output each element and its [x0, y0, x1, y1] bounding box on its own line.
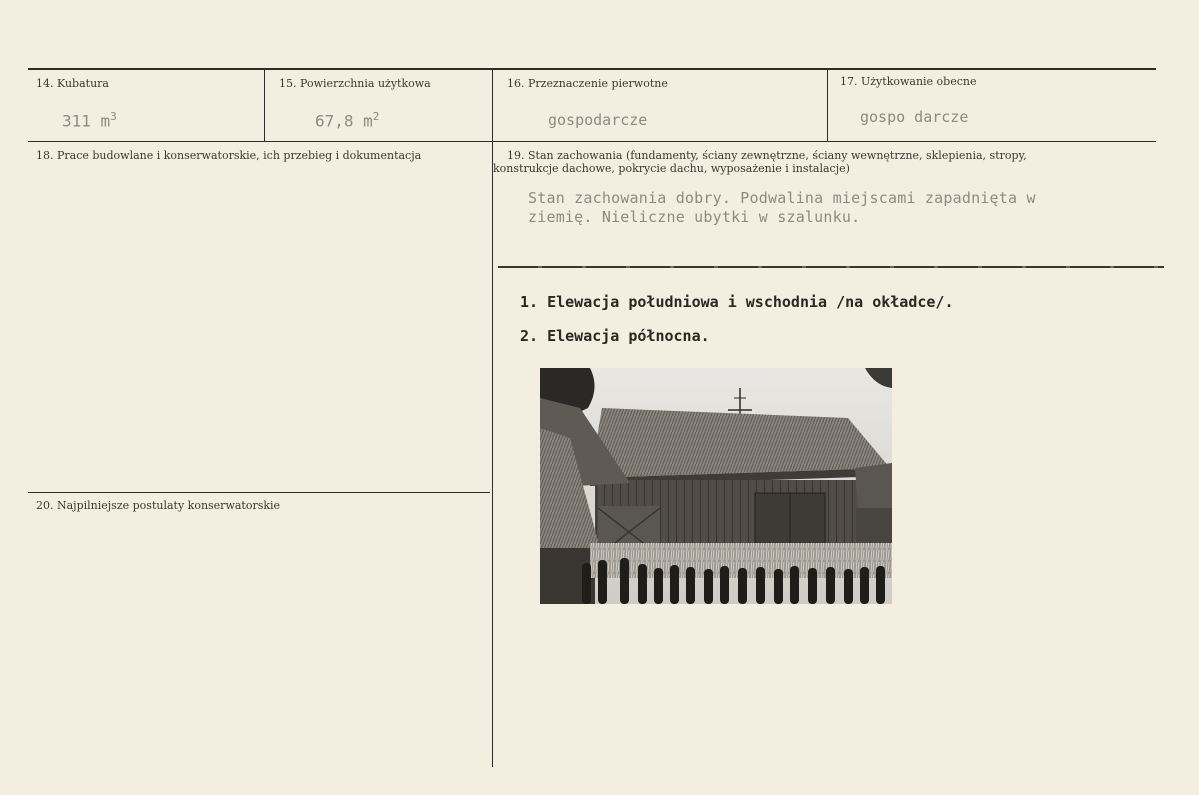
col-divider-3	[827, 70, 828, 141]
field-19-text-line1: Stan zachowania dobry. Podwalina miejscami zapadnięta w	[528, 189, 1036, 207]
barn-photo-drawing	[540, 368, 892, 604]
field-19-label-line2: konstrukcje dachowe, pokrycie dachu, wyposażenie i instalacje)	[493, 162, 850, 175]
field-16-label: 16. Przeznaczenie pierwotne	[507, 77, 668, 90]
field-16-value: gospodarcze	[548, 111, 648, 129]
field-15-label: 15. Powierzchnia użytkowa	[279, 77, 431, 90]
field-19-label-line1: 19. Stan zachowania (fundamenty, ściany zewnętrzne, ściany wewnętrzne, sklepienia, stropy,	[507, 149, 1027, 162]
kubatura-unit-exponent: 3	[110, 110, 117, 123]
barn-photograph	[540, 368, 892, 604]
col-divider-2	[492, 70, 493, 141]
powierzchnia-unit-exponent: 2	[372, 110, 380, 123]
powierzchnia-value: 67,8 m	[315, 111, 373, 131]
photo-list-item-2: 2. Elewacja północna.	[520, 327, 710, 345]
field-20-label: 20. Najpilniejsze postulaty konserwatorskie	[36, 499, 281, 512]
field-15-value	[315, 110, 379, 130]
main-col-divider	[492, 141, 493, 767]
section-18-20-rule	[28, 492, 490, 493]
section-19-rule	[498, 266, 1164, 268]
kubatura-value: 311 m	[62, 111, 111, 131]
field-14-label: 14. Kubatura	[36, 77, 109, 90]
field-14-value	[62, 110, 117, 130]
field-17-value: gospo darcze	[860, 108, 969, 126]
photo-list-item-1: 1. Elewacja południowa i wschodnia /na okładce/.	[520, 293, 954, 311]
field-17-label: 17. Użytkowanie obecne	[840, 75, 977, 88]
row1-rule	[28, 141, 1156, 142]
col-divider-1	[264, 70, 265, 141]
field-18-label: 18. Prace budowlane i konserwatorskie, ich przebieg i dokumentacja	[36, 149, 422, 162]
top-rule	[28, 68, 1156, 70]
field-19-text-line2: ziemię. Nieliczne ubytki w szalunku.	[528, 208, 861, 226]
